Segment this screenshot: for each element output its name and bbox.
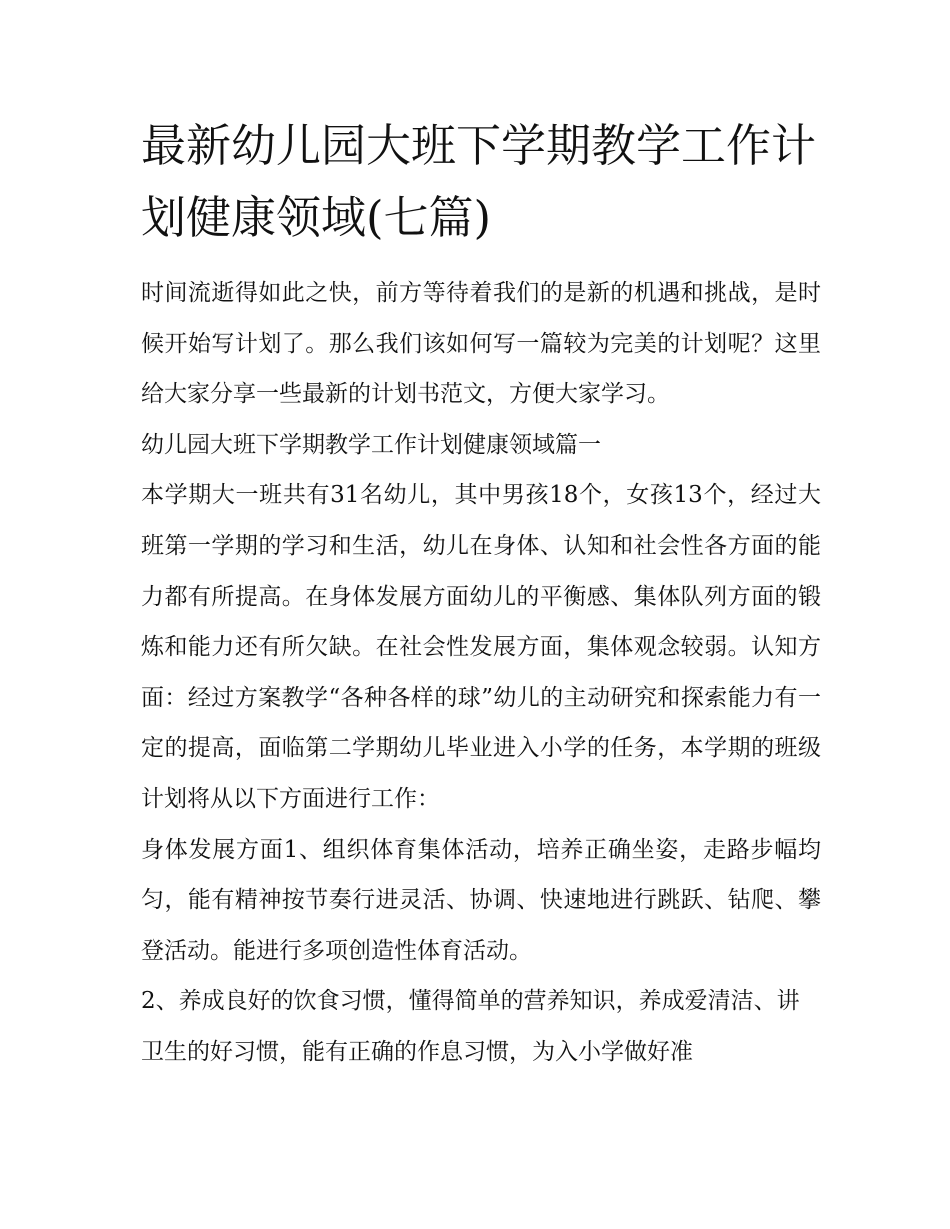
intro-paragraph: 时间流逝得如此之快，前方等待着我们的是新的机遇和挑战，是时候开始写计划了。那么我们该如何写一篇较为完美的计划呢？这里给大家分享一些最新的计划书范文，方便大家学习。	[141, 280, 821, 408]
habits-paragraph: 2、养成良好的饮食习惯，懂得简单的营养知识，养成爱清洁、讲卫生的好习惯，能有正确的作息习惯，为入小学做好准	[141, 988, 800, 1065]
class-overview-paragraph: 本学期大一班共有31名幼儿，其中男孩18个，女孩13个，经过大班第一学期的学习和生活，幼儿在身体、认知和社会性各方面的能力都有所提高。在身体发展方面幼儿的平衡感、集体队列方面的锻炼和能力还有所欠缺。在社会性发展方面，集体观念较弱。认知方面：经过方案教学“各种各样的球”幼儿的主动研究和探索能力有一定的提高，面临第二学期幼儿毕业进入小学的任务，本学期的班级计划将从以下方面进行工作：	[141, 482, 821, 812]
document-body	[141, 110, 821, 1078]
physical-development-paragraph: 身体发展方面1、组织体育集体活动，培养正确坐姿，走路步幅均匀，能有精神按节奏行进灵活、协调、快速地进行跳跃、钻爬、攀登活动。能进行多项创造性体育活动。	[141, 836, 821, 964]
document-title: 最新幼儿园大班下学期教学工作计划健康领域(七篇)	[141, 119, 817, 244]
section-heading: 幼儿园大班下学期教学工作计划健康领域篇一	[141, 431, 601, 458]
